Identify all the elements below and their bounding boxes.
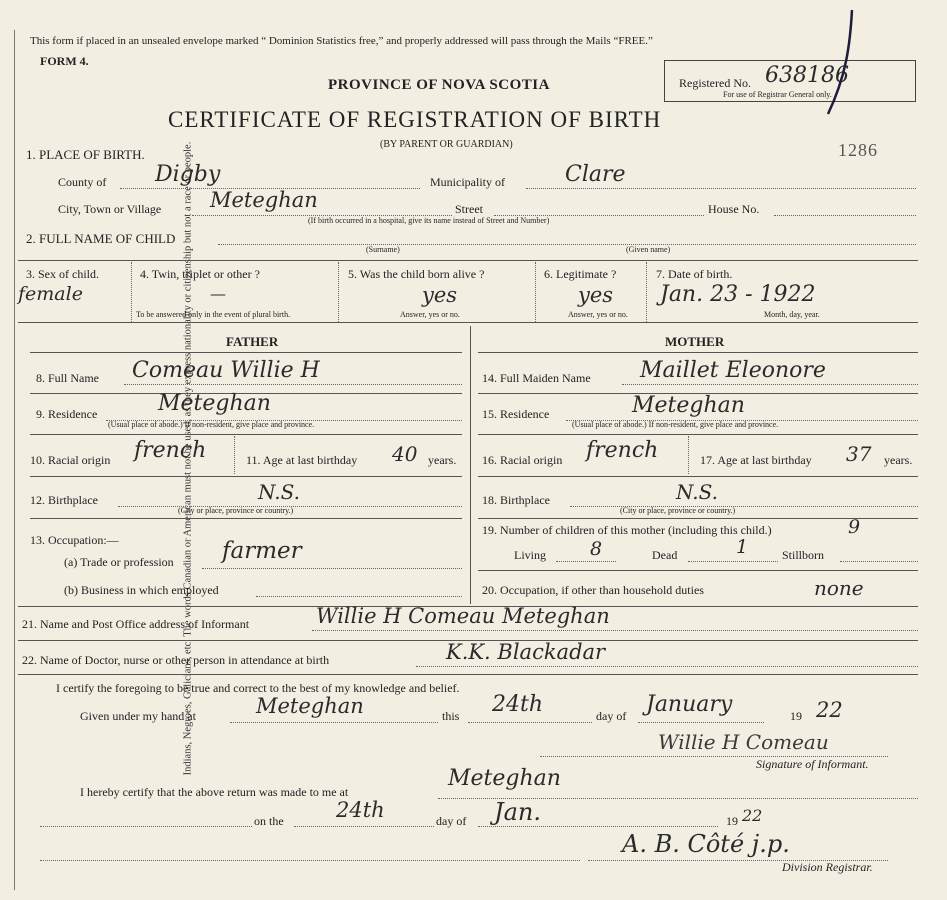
registered-box [664,60,916,102]
sidebar-instructions: Indians, Negroes, Galicians, etc. The words Canadian or American must not be used, as they express nationality or citizenship but not a race or people. [182,141,194,776]
sex-label: 3. Sex of child. [26,267,99,281]
trade-value: farmer [222,538,302,564]
father-name-value: Comeau Willie H [132,358,320,383]
given-day-value: 24th [492,692,544,717]
place-of-birth-label: 1. PLACE OF BIRTH. [26,147,145,162]
form-number: FORM 4. [40,54,89,68]
alive-value: yes [422,283,458,307]
county-value: Digby [155,162,221,187]
mother-heading: MOTHER [665,334,725,349]
father-age-label: 11. Age at last birthday [246,453,358,467]
county-label: County of [58,175,107,189]
pen-mark-icon [820,6,860,116]
father-heading: FATHER [226,334,279,349]
registrar-month-value: Jan. [494,798,542,826]
child-name-label: 2. FULL NAME OF CHILD [26,231,176,246]
informant-value: Willie H Comeau Meteghan [316,604,610,628]
children-value: 9 [848,516,861,538]
twin-label: 4. Twin, triplet or other ? [140,267,260,281]
mother-residence-value: Meteghan [632,393,745,418]
legit-value: yes [578,283,614,307]
sex-value: female [18,283,83,305]
surname-note: (Surname) [366,245,400,254]
street-label: Street [455,202,483,216]
doctor-value: K.K. Blackadar [446,640,606,664]
dead-label: Dead [652,548,678,562]
trade-label: (a) Trade or profession [64,555,174,569]
twin-note: To be answered only in the event of plural birth. [136,310,291,319]
sidebar-divider [14,30,15,890]
father-birthplace-label: 12. Birthplace [30,493,98,507]
mother-residence-note: (Usual place of abode.) If non-resident, give place and province. [572,420,779,429]
given-place-value: Meteghan [256,694,364,718]
province-heading: PROVINCE OF NOVA SCOTIA [328,77,550,93]
father-birthplace-value: N.S. [258,480,300,504]
alive-note: Answer, yes or no. [400,310,460,319]
children-label: 19. Number of children of this mother (including this child.) [482,523,772,537]
informant-signature: Willie H Comeau [658,730,829,754]
stamp-number: 1286 [838,140,878,160]
dead-value: 1 [736,536,749,558]
given-year-value: 22 [816,698,843,722]
registrar-place-value: Meteghan [448,766,561,791]
this-label: this [442,709,460,723]
date-note: Month, day, year. [764,310,820,319]
registrar-day-value: 24th [336,798,385,822]
father-racial-label: 10. Racial origin [30,453,111,467]
on-the-label: on the [254,814,284,828]
page-title: CERTIFICATE OF REGISTRATION OF BIRTH [168,107,662,132]
father-name-label: 8. Full Name [36,371,99,385]
stillborn-label: Stillborn [782,548,825,562]
mother-age-value: 37 [846,442,872,466]
hospital-note: (If birth occurred in a hospital, give its name instead of Street and Number) [308,216,550,225]
registered-label: Registered No. [679,76,751,90]
certify-statement: I certify the foregoing to be true and correct to the best of my knowledge and belief. [56,681,460,695]
mother-birthplace-label: 18. Birthplace [482,493,550,507]
legit-note: Answer, yes or no. [568,310,628,319]
mother-birthplace-note: (City or place, province or country.) [620,506,736,515]
municipality-label: Municipality of [430,175,505,189]
given-label: Given under my hand at [80,709,196,723]
given-name-note: (Given name) [626,245,671,254]
given-month-value: January [646,692,733,717]
mother-racial-value: french [586,438,659,463]
living-value: 8 [590,538,603,560]
year-prefix: 19 [790,709,802,723]
mother-name-label: 14. Full Maiden Name [482,371,591,385]
alive-label: 5. Was the child born alive ? [348,267,485,281]
mother-birthplace-value: N.S. [676,480,718,504]
business-label: (b) Business in which employed [64,583,219,597]
father-age-value: 40 [392,442,418,466]
registered-number: 638186 [765,63,849,88]
date-label: 7. Date of birth. [656,267,733,281]
day-of-label: day of [596,709,627,723]
registrar-day-of-label: day of [436,814,467,828]
occupation-label: 13. Occupation:— [30,533,119,547]
father-residence-value: Meteghan [158,391,271,416]
subtitle: (BY PARENT OR GUARDIAN) [380,139,513,150]
date-value: Jan. 23 - 1922 [660,282,816,307]
registrar-statement: I hereby certify that the above return was made to me at [80,785,349,799]
living-label: Living [514,548,546,562]
city-value: Meteghan [210,188,318,212]
father-residence-note: (Usual place of abode.) If non-resident, give place and province. [108,420,315,429]
mother-age-label: 17. Age at last birthday [700,453,812,467]
legit-label: 6. Legitimate ? [544,267,617,281]
city-label: City, Town or Village [58,202,162,216]
signature-label: Signature of Informant. [756,757,869,771]
house-label: House No. [708,202,760,216]
father-birthplace-note: (City or place, province or country.) [178,506,294,515]
father-years-label: years. [428,453,457,467]
registrar-year-value: 22 [742,806,763,825]
father-racial-value: french [134,438,207,463]
mother-years-label: years. [884,453,913,467]
registered-note: For use of Registrar General only. [723,90,832,99]
mail-note: This form if placed in an unsealed envelope marked “ Dominion Statistics free,” and properly addressed will pass through the Mails “FREE.” [30,35,653,47]
registrar-signature: A. B. Côté j.p. [622,830,790,858]
mother-occupation-label: 20. Occupation, if other than household duties [482,583,704,597]
informant-label: 21. Name and Post Office address of Informant [22,617,250,631]
municipality-value: Clare [565,162,626,187]
registrar-year-prefix: 19 [726,814,738,828]
mother-occupation-value: none [814,576,864,600]
doctor-label: 22. Name of Doctor, nurse or other person in attendance at birth [22,653,330,667]
registrar-signature-label: Division Registrar. [782,860,873,874]
mother-name-value: Maillet Eleonore [640,358,826,383]
mother-racial-label: 16. Racial origin [482,453,563,467]
twin-value: — [210,284,226,303]
father-residence-label: 9. Residence [36,407,98,421]
mother-residence-label: 15. Residence [482,407,550,421]
